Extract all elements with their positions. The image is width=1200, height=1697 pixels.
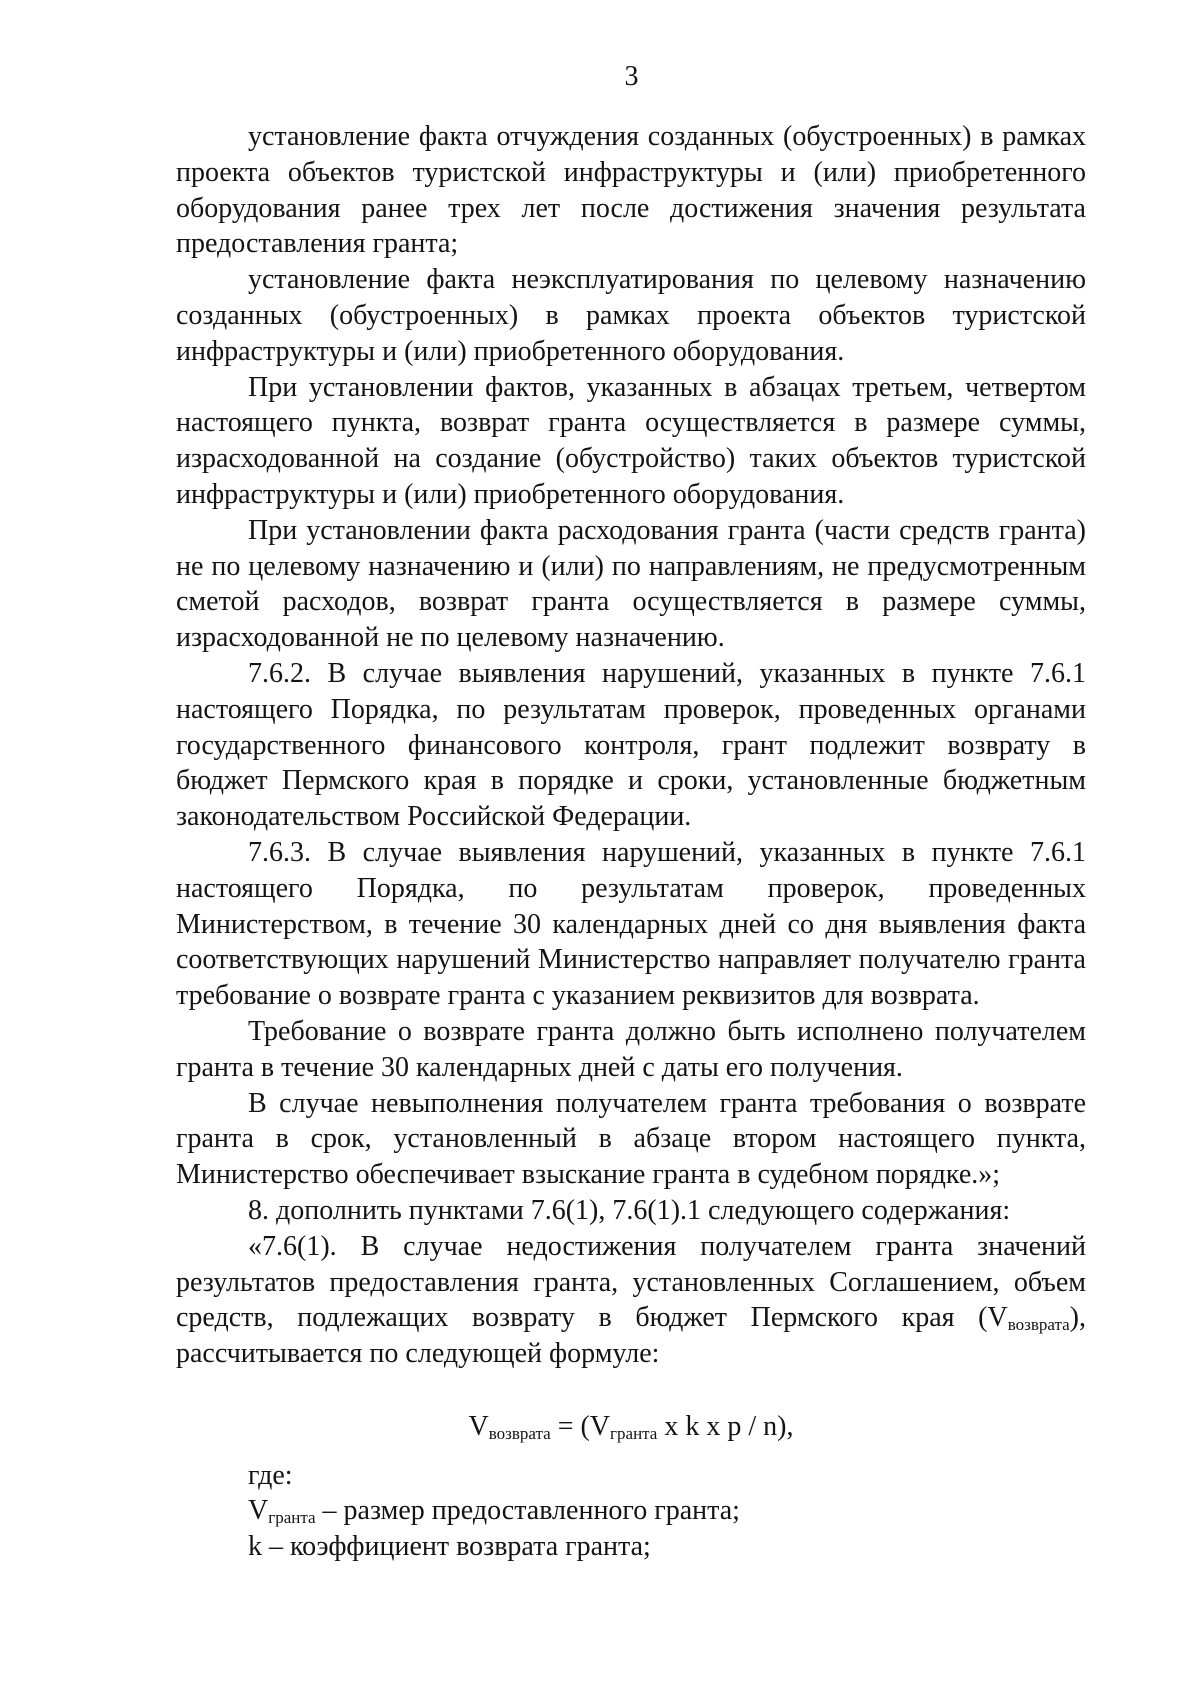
document-body [176,119,1086,1565]
definition-text: – размер предоставленного гранта; [315,1495,740,1527]
paragraph-alienation: установление факта отчуждения созданных (обустроенных) в рамках проекта объектов туристской инфраструктуры и (или) приобретенного оборудования ранее трех лет после достижения значения результата предоставления гранта; [176,121,1086,260]
formula-equals: = (V [550,1410,611,1442]
page-number: 3 [624,61,639,92]
paragraph-court: В случае невыполнения получателем гранта требования о возврате гранта в срок, установленный в абзаце втором настоящего пункта, Министерство обеспечивает взыскание гранта в судебном порядке.»; [176,1087,1086,1191]
definition-coefficient [176,1529,1086,1565]
where-label: где: [248,1459,293,1491]
paragraph-7-6-1 [176,1229,1086,1372]
formula-rhs: x k x p / n), [657,1410,794,1442]
paragraph-amendment-8: 8. дополнить пунктами 7.6(1), 7.6(1).1 следующего содержания: [248,1194,1011,1226]
definition-symbol: V [248,1495,269,1527]
formula-lhs: V [468,1410,489,1442]
paragraph-requirement: Требование о возврате гранта должно быть исполнено получателем гранта в течение 30 календарных дней с даты его получения. [176,1015,1086,1083]
paragraph-7-6-2: 7.6.2. В случае выявления нарушений, указанных в пункте 7.6.1 настоящего Порядка, по результатам проверок, проведенных органами государственного финансового контроля, грант подлежит возврату в бюджет Пермского края в порядке и сроки, установленные бюджетным законодательством Российской Федерации. [176,657,1086,833]
clause-text: «7.6(1). В случае недостижения получателем гранта значений результатов предоставления гранта, установленных Соглашением, объем средств, подлежащих возврату в бюджет Пермского края (V [176,1230,1086,1334]
clause-tail: ), рассчитывается по следующей формуле: [176,1302,1086,1370]
paragraph-non-use: установление факта неэксплуатирования по целевому назначению созданных (обустроенных) в рамках проекта объектов туристской инфраструктуры и (или) приобретенного оборудования. [176,264,1086,367]
definition-symbol: k [248,1531,262,1563]
definition-text: – коэффициент возврата гранта; [262,1531,651,1563]
formula [176,1409,1086,1445]
formula-lhs-subscript: возврата [488,1423,551,1443]
clause-subscript: возврата [1007,1315,1070,1335]
definition-subscript: гранта [268,1508,316,1528]
paragraph-misuse: При установлении факта расходования гранта (части средств гранта) не по целевому назначению и (или) по направлениям, не предусмотренным сметой расходов, возврат гранта осуществляется в размере суммы, израсходованной не по целевому назначению. [176,514,1086,654]
formula-grant-subscript: гранта [610,1423,658,1443]
paragraph-7-6-3: 7.6.3. В случае выявления нарушений, указанных в пункте 7.6.1 настоящего Порядка, по результатам проверок, проведенных Министерством, в течение 30 календарных дней со дня выявления факта соответствующих нарушений Министерство направляет получателю гранта требование о возврате гранта с указанием реквизитов для возврата. [176,836,1086,1012]
paragraph-return-amount: При установлении фактов, указанных в абзацах третьем, четвертом настоящего пункта, возврат гранта осуществляется в размере суммы, израсходованной на создание (обустройство) таких объектов туристской инфраструктуры и (или) приобретенного оборудования. [176,371,1086,510]
definition-grant-size [176,1493,1086,1529]
